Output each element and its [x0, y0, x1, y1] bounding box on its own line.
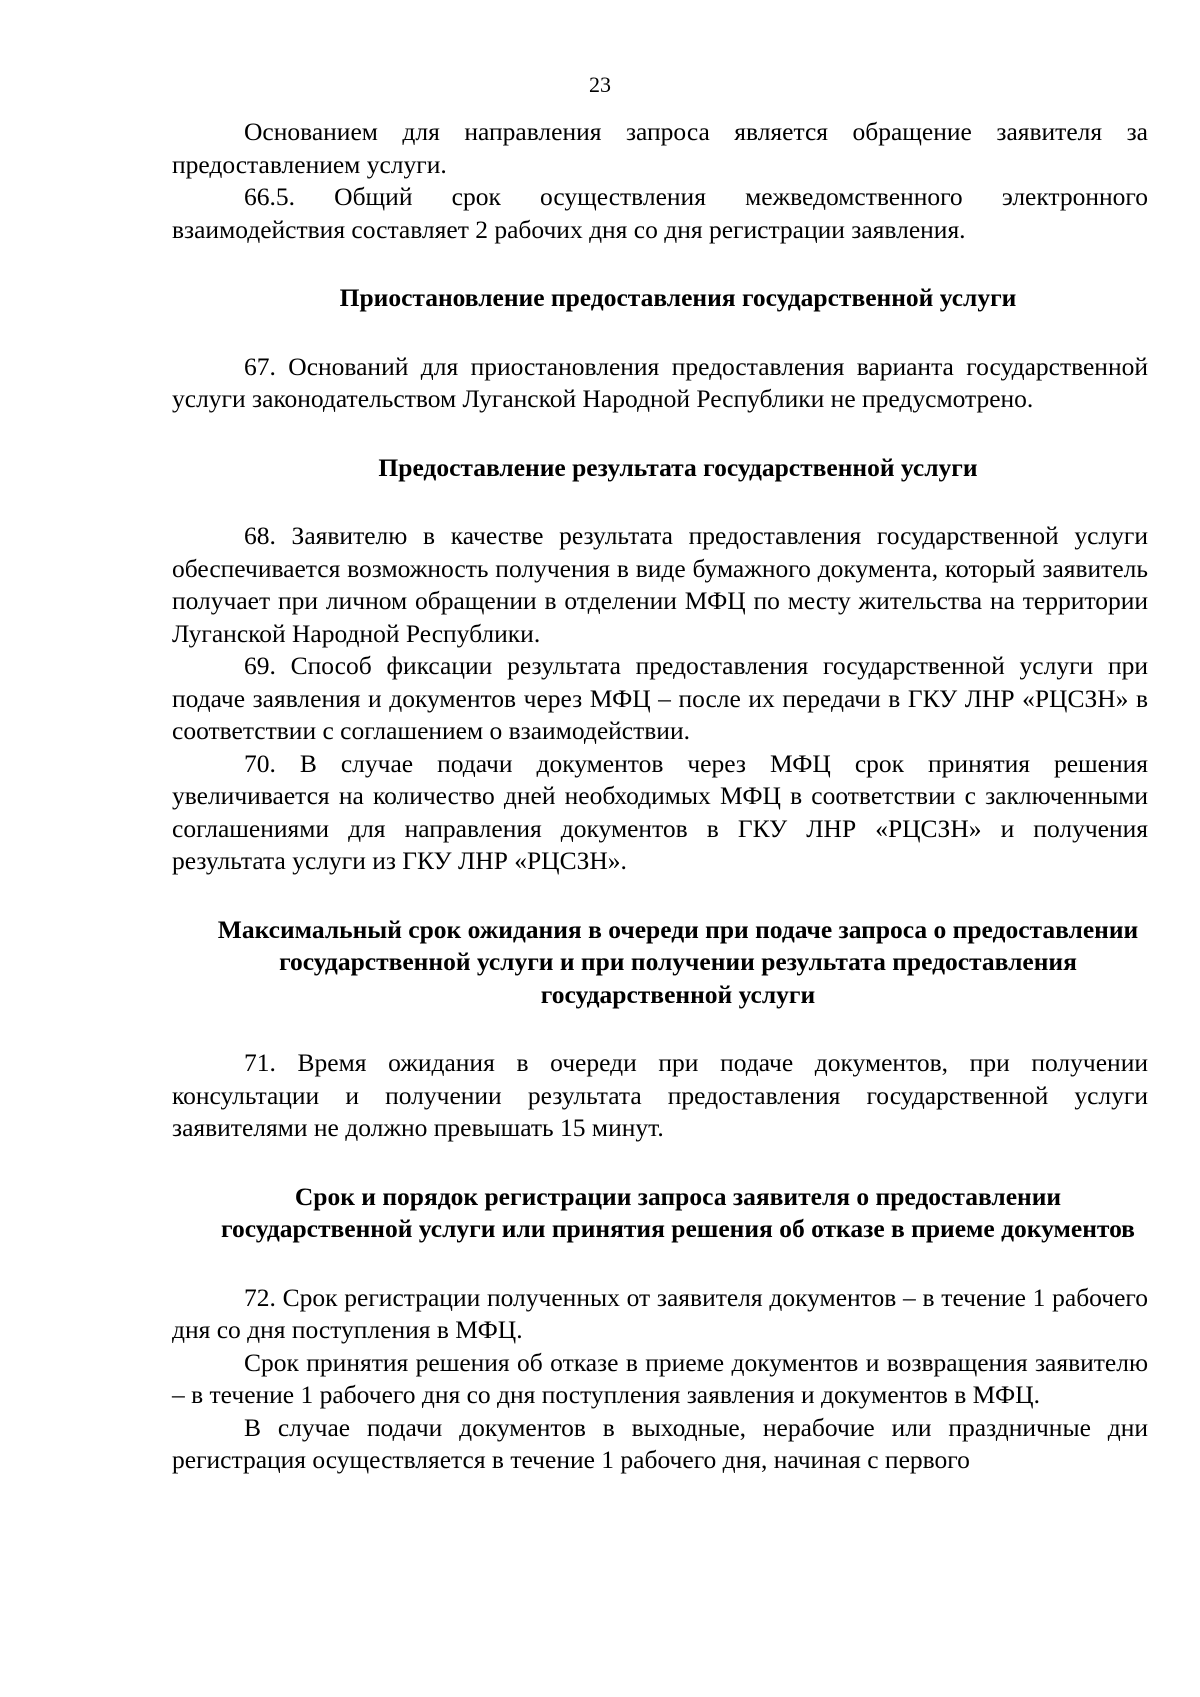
- heading-result-provision: Предоставление результата государственной услуги: [378, 452, 978, 482]
- document-body: [172, 116, 1148, 1477]
- paragraph-70: 70. В случае подачи документов через МФЦ срок принятия решения увеличивается на количество дней необходимых МФЦ в соответствии с заключенными соглашениями для направления документов в ГКУ ЛНР «РЦСЗН» и получения результата услуги из ГКУ ЛНР «РЦСЗН».: [172, 748, 1148, 875]
- heading-max-waiting-time: Максимальный срок ожидания в очереди при подаче запроса о предоставлении государственной услуги и при получении результата предоставления государственной услуги: [217, 914, 1139, 1009]
- page-number: 23: [589, 72, 611, 97]
- heading-suspension: Приостановление предоставления государственной услуги: [339, 283, 1017, 312]
- paragraph-69: 69. Способ фиксации результата предоставления государственной услуги при подаче заявления и документов через МФЦ – после их передачи в ГКУ ЛНР «РЦСЗН» в соответствии с соглашением о взаимодействии.: [172, 651, 1148, 745]
- paragraph-request-basis: Основанием для направления запроса является обращение заявителя за предоставлением услуги.: [172, 117, 1148, 179]
- paragraph-72: 72. Срок регистрации полученных от заявителя документов – в течение 1 рабочего дня со дня поступления в МФЦ.: [172, 1282, 1148, 1344]
- paragraph-71: 71. Время ожидания в очереди при подаче документов, при получении консультации и получении результата предоставления государственной услуги заявителями не должно превышать 15 минут.: [172, 1048, 1148, 1142]
- heading-registration-term: Срок и порядок регистрации запроса заявителя о предоставлении государственной услуги или принятия решения об отказе в приеме документов: [221, 1181, 1135, 1243]
- paragraph-refusal-term: Срок принятия решения об отказе в приеме документов и возвращения заявителю – в течение 1 рабочего дня со дня поступления заявления и документов в МФЦ.: [172, 1347, 1148, 1409]
- paragraph-weekend-submission: В случае подачи документов в выходные, нерабочие или праздничные дни регистрация осуществляется в течение 1 рабочего дня, начиная с первого: [172, 1412, 1148, 1474]
- paragraph-67: 67. Оснований для приостановления предоставления варианта государственной услуги законодательством Луганской Народной Республики не предусмотрено.: [172, 351, 1148, 413]
- paragraph-66-5: 66.5. Общий срок осуществления межведомственного электронного взаимодействия составляет 2 рабочих дня со дня регистрации заявления.: [172, 182, 1148, 244]
- paragraph-68: 68. Заявителю в качестве результата предоставления государственной услуги обеспечивается возможность получения в виде бумажного документа, который заявитель получает при личном обращении в отделении МФЦ по месту жительства на территории Луганской Народной Республики.: [172, 521, 1148, 648]
